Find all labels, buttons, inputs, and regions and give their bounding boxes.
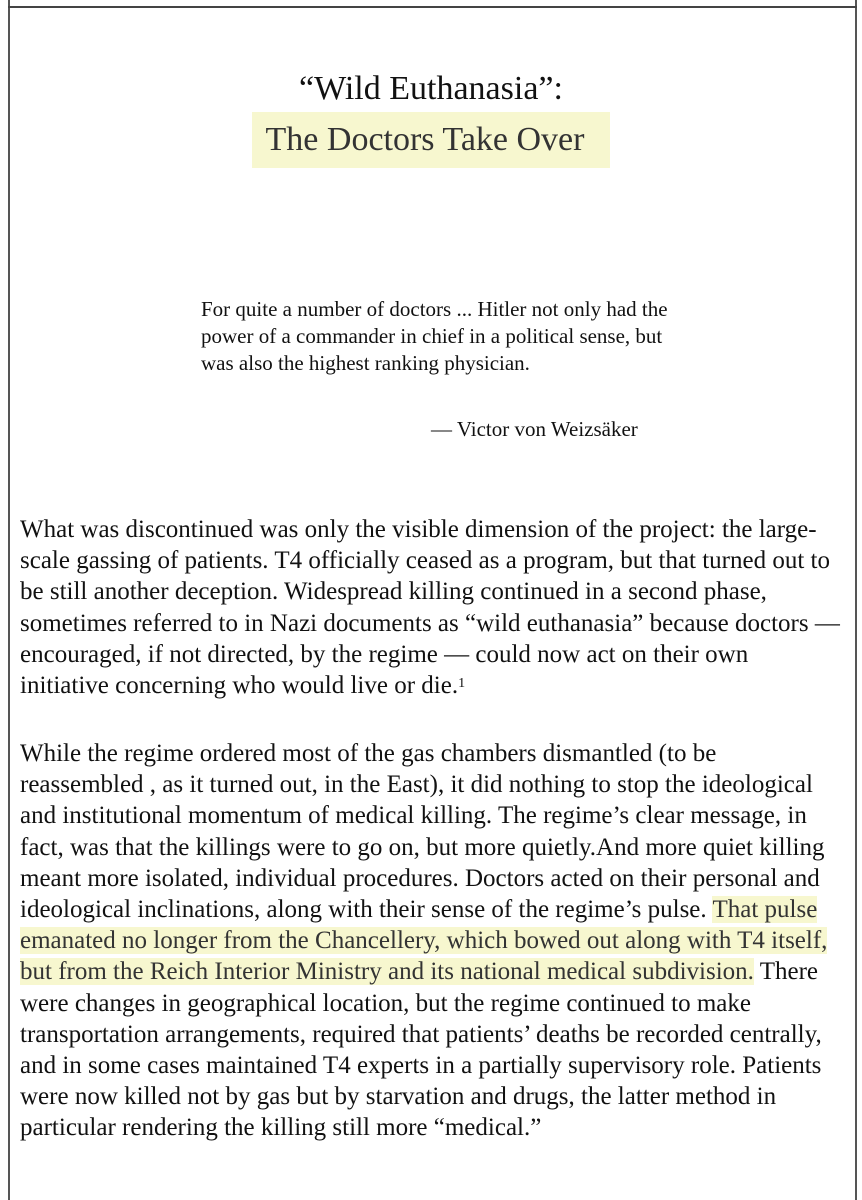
page-border-right xyxy=(855,0,857,1200)
chapter-title xyxy=(0,68,862,168)
paragraph-1-text: What was discontinued was only the visible dimension of the project: the large-scale gassing of patients. T4 officially ceased as a program, but that turned out to be still another deception. Widespread killing continued in a second phase, sometimes referred to in Nazi documents as “wild euthanasia” because doctors — encouraged, if not directed, by the regime — could now act on their own initiative concerning who would live or die. xyxy=(20,516,840,700)
chapter-title-line1: “Wild Euthanasia”: xyxy=(299,70,563,107)
page-border-left xyxy=(8,0,10,1200)
footnote-marker[interactable]: 1 xyxy=(458,676,466,692)
paragraph-2 xyxy=(20,738,840,1144)
paragraph-1 xyxy=(20,514,840,701)
highlighted-passage: That pulse emanated no longer from the Chancellery, which bowed out along with T4 itself, but from the Reich Interior Ministry and its national medical subdivision. xyxy=(20,896,828,986)
chapter-title-highlight xyxy=(252,112,611,168)
epigraph-quote: For quite a number of doctors ... Hitler not only had the power of a commander in chief in a political sense, but was also the highest ranking physician. xyxy=(201,297,668,375)
chapter-title-line2: The Doctors Take Over xyxy=(265,121,585,158)
epigraph-attribution: — Victor von Weizsäker xyxy=(431,417,638,441)
top-rule xyxy=(8,6,857,8)
paragraph-2-text-after: There were changes in geographical location, but the regime continued to make transportation arrangements, required that patients’ deaths be recorded centrally, and in some cases maintained T4 experts in a partially supervisory role. Patients were now killed not by gas but by starvation and drugs, the latter method in particular rendering the killing still more “medical.” xyxy=(20,958,822,1142)
paragraph-2-text-before: While the regime ordered most of the gas chambers dismantled (to be reassembled , as it turned out, in the East), it did nothing to stop the ideological and institutional momentum of medical killing. The regime’s clear message, in fact, was that the killings were to go on, but more quietly.And more quiet killing meant more isolated, individual procedures. Doctors acted on their personal and ideological inclinations, along with their sense of the regime’s pulse. xyxy=(20,740,825,924)
